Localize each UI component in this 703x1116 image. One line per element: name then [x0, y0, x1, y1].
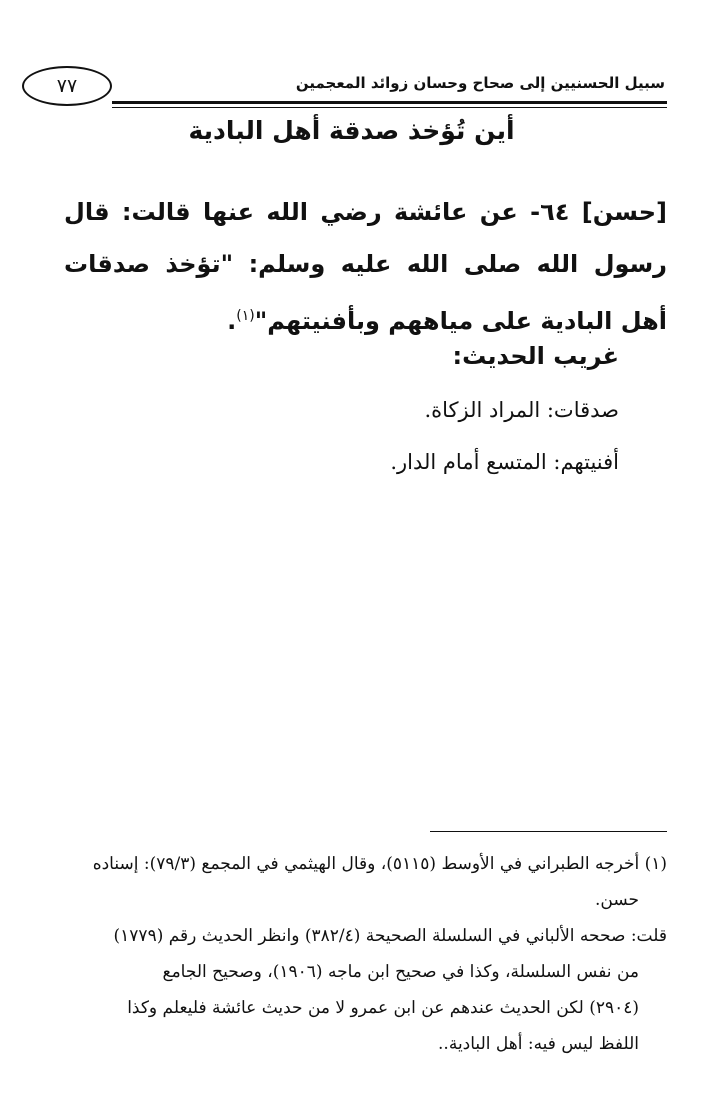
- header-rule-thick: [112, 101, 667, 104]
- gharib-item: أفنيتهم: المتسع أمام الدار.: [390, 450, 619, 474]
- footnote-marker: (١): [236, 308, 255, 324]
- footnote-line: (٢٩٠٤) لكن الحديث عندهم عن ابن عمرو لا من حديث عائشة فليعلم وكذا: [127, 998, 639, 1018]
- footnote-line: قلت: صححه الألباني في السلسلة الصحيحة (٣٨٢/٤) وانظر الحديث رقم (١٧٧٩): [113, 926, 667, 946]
- header-rule-thin: [112, 107, 667, 108]
- hadith-text: عن عائشة رضي الله عنها قالت: قال رسول الله صلى الله عليه وسلم: "تؤخذ صدقات أهل البادية على مياههم وبأفنيتهم": [64, 198, 667, 335]
- footnote-line: من نفس السلسلة، وكذا في صحيح ابن ماجه (١٩٠٦)، وصحيح الجامع: [162, 962, 639, 982]
- running-header: سبيل الحسنيين إلى صحاح وحسان زوائد المعجمين: [295, 74, 665, 92]
- footnote-line: اللفظ ليس فيه: أهل البادية..: [438, 1034, 639, 1054]
- footnote-separator: [430, 831, 667, 832]
- hadith-grade: [حسن]: [581, 198, 667, 226]
- footnote-line: حسن.: [594, 890, 639, 910]
- gharib-item: صدقات: المراد الزكاة.: [424, 398, 619, 422]
- page-number: [22, 66, 112, 106]
- hadith-paragraph: [64, 186, 667, 347]
- footnotes: [66, 846, 667, 1062]
- hadith-end: .: [227, 307, 237, 335]
- footnote-line: (١) أخرجه الطبراني في الأوسط (٥١١٥)، وقال الهيثمي في المجمع (٧٩/٣): إسناده: [92, 854, 667, 874]
- page-number-text: ٧٧: [56, 75, 78, 97]
- chapter-title: أين تُؤخذ صدقة أهل البادية: [188, 116, 515, 145]
- hadith-number: ٦٤-: [530, 198, 570, 226]
- gharib-title: غريب الحديث:: [452, 342, 619, 370]
